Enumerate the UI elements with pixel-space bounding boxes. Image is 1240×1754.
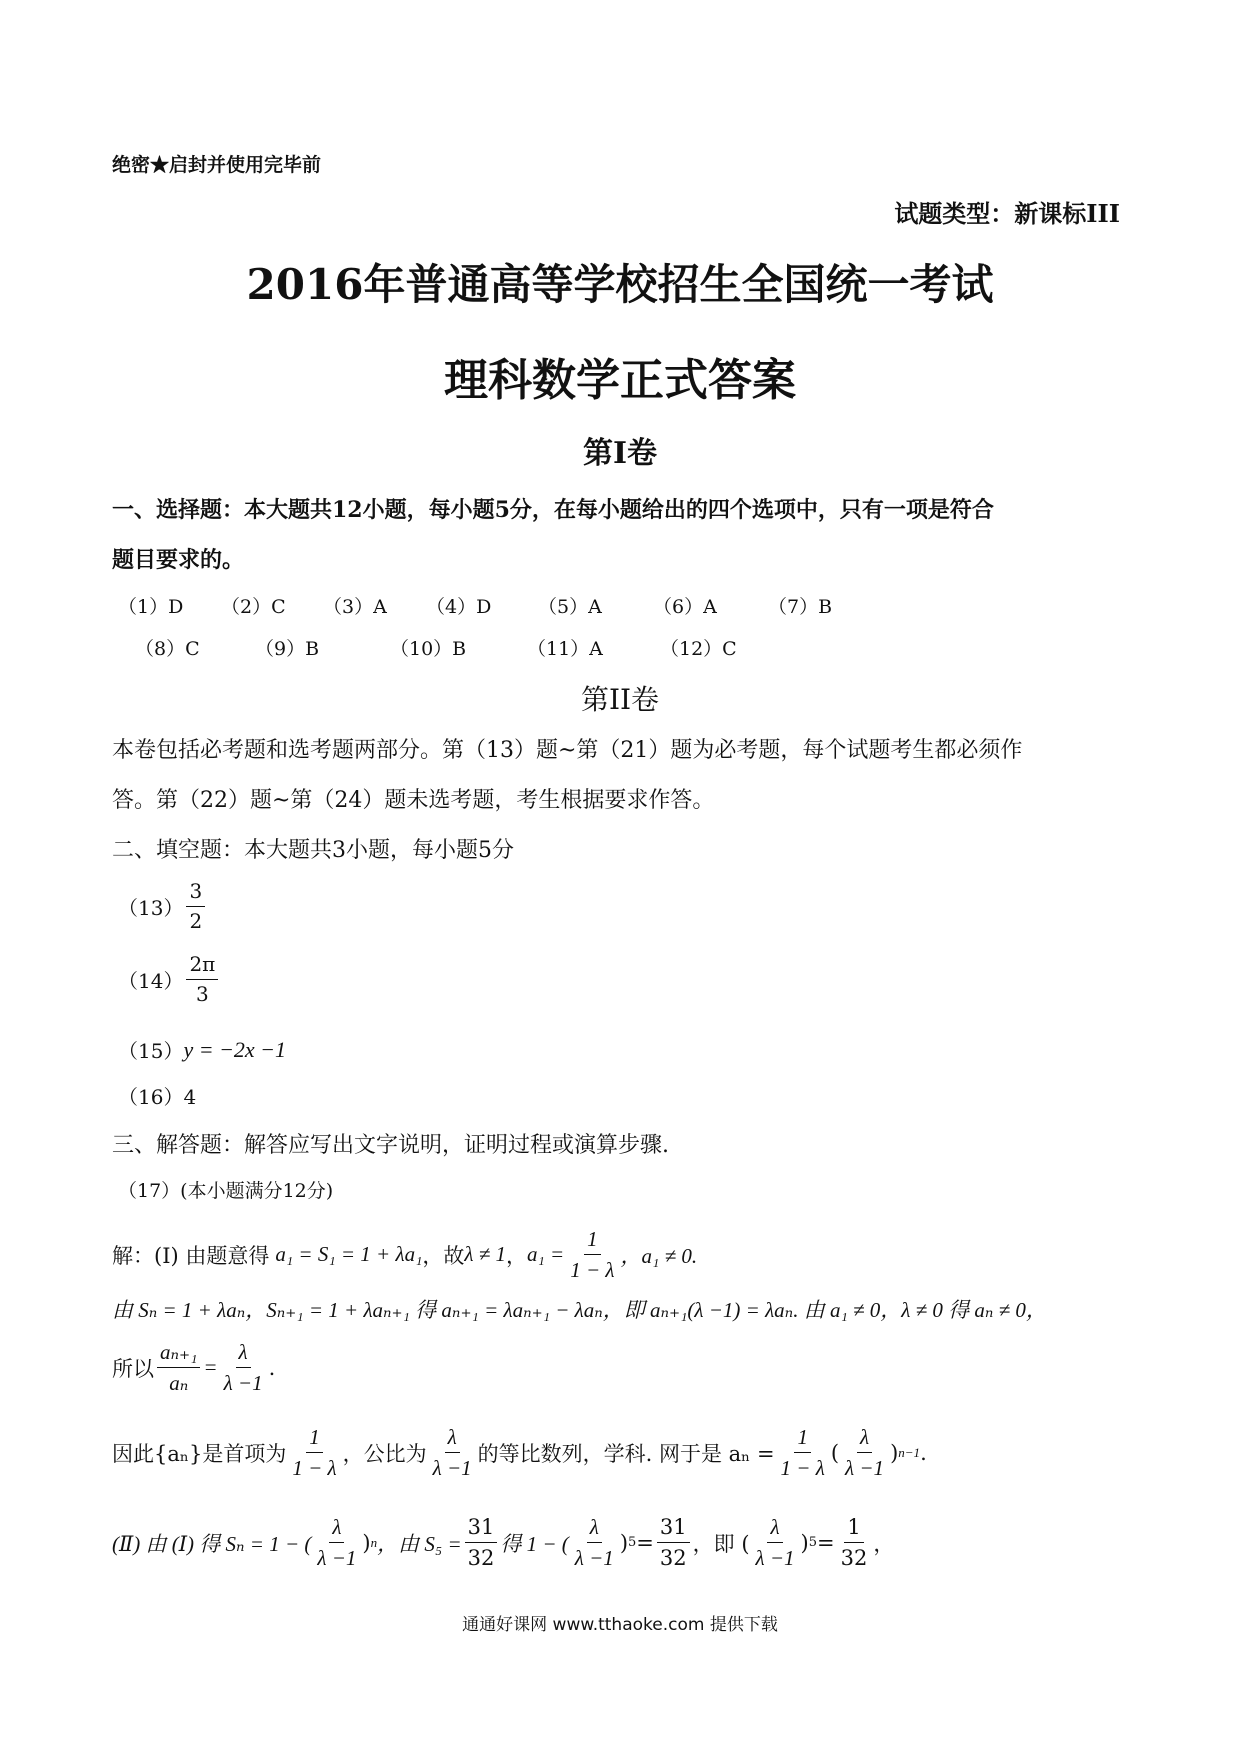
q17-text: . <box>920 1440 927 1465</box>
fraction-numerator: λ <box>236 1340 251 1368</box>
fraction-denominator: 1 − λ <box>780 1456 825 1481</box>
answer-13-fraction <box>186 880 205 933</box>
q17-text: ，公比为 <box>342 1441 427 1466</box>
q17-math: ，a₁ ≠ 0. <box>620 1243 698 1268</box>
mc-section-header-line1: 一、选择题：本大题共12小题，每小题5分，在每小题给出的四个选项中，只有一项是符合 <box>112 497 994 523</box>
q17-fraction <box>657 1515 690 1570</box>
q17-math: a₁ = <box>527 1242 565 1267</box>
q17-fraction <box>567 1227 617 1282</box>
q17-line2: 由 Sₙ = 1 + λaₙ，Sₙ₊₁ = 1 + λaₙ₊₁ 得 aₙ₊₁ = λaₙ₊₁ − λaₙ，即 aₙ₊₁(λ −1) = λaₙ. 由 a₁ ≠ 0，λ ≠ 0 得 aₙ ≠ 0， <box>112 1298 1047 1322</box>
fraction-denominator: 1 − λ <box>570 1258 615 1283</box>
mc-section-header-line2: 题目要求的。 <box>112 547 245 573</box>
fraction-numerator: 1 <box>844 1515 863 1543</box>
q17-fraction <box>842 1425 887 1480</box>
part2-intro-line1: 本卷包括必考题和选考题两部分。第（13）题~第（21）题为必考题，每个试题考生都必须作 <box>112 738 1023 763</box>
q17-exponent: n <box>370 1534 378 1550</box>
mc-answer: （8）C <box>135 638 200 660</box>
fraction-numerator: 2π <box>186 953 218 980</box>
fraction-numerator: λ <box>767 1515 782 1543</box>
fraction-numerator: 31 <box>657 1515 690 1543</box>
q17-math: 得 1 − ( <box>500 1531 569 1556</box>
q17-line4 <box>112 1425 927 1480</box>
fraction-denominator: λ −1 <box>755 1546 795 1571</box>
q17-text: 解：(Ⅰ) 由题意得 <box>112 1243 270 1268</box>
fraction-denominator: 2 <box>189 909 203 933</box>
q17-text: ，即 ( <box>692 1531 750 1556</box>
q17-fraction <box>314 1515 359 1570</box>
mc-answer: （9）B <box>255 638 320 660</box>
q17-fraction <box>430 1425 475 1480</box>
fraction-numerator: λ <box>445 1425 460 1453</box>
part2-intro-line2: 答。第（22）题~第（24）题未选考题，考生根据要求作答。 <box>112 788 715 813</box>
answer-15-label: （15） <box>118 1039 184 1063</box>
q17-text: ， <box>506 1243 527 1268</box>
fraction-denominator: λ −1 <box>432 1456 472 1481</box>
part1-label: 第I卷 <box>582 436 658 471</box>
q17-fraction <box>289 1425 339 1480</box>
answer-15-expression: y = −2x −1 <box>183 1036 287 1062</box>
q17-fraction <box>221 1340 266 1395</box>
q17-text: . <box>268 1355 276 1380</box>
fraction-numerator: λ <box>587 1515 602 1543</box>
exam-type: 试题类型：新课标III <box>894 199 1120 228</box>
q17-math: = <box>636 1530 654 1555</box>
mc-answer: （1）D <box>118 596 184 618</box>
q17-exponent: n−1 <box>898 1444 921 1460</box>
q17-exponent: 5 <box>628 1535 637 1551</box>
fill-section-header: 二、填空题：本大题共3小题，每小题5分 <box>112 838 514 863</box>
q17-math: (Ⅱ) 由 (Ⅰ) 得 Sₙ = 1 − ( <box>112 1531 312 1556</box>
fraction-denominator: 1 − λ <box>292 1456 337 1481</box>
q17-text: ， <box>873 1531 895 1556</box>
fraction-numerator: λ <box>857 1425 872 1453</box>
answer-15 <box>118 1035 286 1064</box>
fraction-denominator: λ −1 <box>574 1546 614 1571</box>
q17-math: a₁ = S₁ = 1 + λa₁ <box>275 1242 423 1267</box>
q17-fraction <box>465 1515 498 1570</box>
q17-text: 所以 <box>112 1356 154 1381</box>
q17-fraction <box>778 1425 828 1480</box>
fraction-denominator: 3 <box>196 982 209 1006</box>
mc-answer: （12）C <box>660 638 737 660</box>
fraction-denominator: 32 <box>467 1546 495 1571</box>
fraction-numerator: 1 <box>794 1425 811 1453</box>
q17-text: ，故 <box>422 1243 465 1268</box>
fraction-denominator: λ −1 <box>845 1456 885 1481</box>
mc-answer: （5）A <box>538 596 602 618</box>
mc-answer: （6）A <box>653 596 717 618</box>
q17-math: = <box>203 1355 218 1380</box>
q17-line1 <box>112 1227 697 1282</box>
fraction-denominator: 32 <box>840 1546 868 1571</box>
fraction-denominator: aₙ <box>169 1371 189 1396</box>
fraction-numerator: λ <box>329 1515 344 1543</box>
mc-answer: （3）A <box>323 596 387 618</box>
fraction-numerator: 3 <box>186 880 205 907</box>
answer-14-label: （14） <box>118 969 184 993</box>
page-title: 2016年普通高等学校招生全国统一考试 <box>246 260 994 309</box>
q17-math: ) <box>890 1440 899 1465</box>
q17-math: = <box>817 1530 835 1555</box>
q17-fraction <box>753 1515 798 1570</box>
q17-line5: (Ⅱ) 由 (Ⅰ) 得 Sₙ = 1 − ( $\frac{\lambda}{\lambda -1}$ ) n ，由 S₅ = $\frac{31}{32}$ 得 1 − ( $\frac{\lambda}{\lambda -1}$ ) 5 = $\frac{31}{32}$ ，即 ( $\frac{\lambda}{\lambda -1}$ ) 5 = $\frac{1}{32}$ ， <box>112 1515 895 1571</box>
q17-fraction <box>838 1515 871 1570</box>
q17-exponent: 5 <box>808 1535 818 1551</box>
page-subtitle: 理科数学正式答案 <box>444 355 796 406</box>
fraction-denominator: 32 <box>659 1546 687 1571</box>
part2-label: 第II卷 <box>580 683 660 716</box>
solve-section-header: 三、解答题：解答应写出文字说明，证明过程或演算步骤. <box>112 1133 669 1158</box>
answer-14-fraction <box>186 953 218 1006</box>
answer-14 <box>118 953 221 1006</box>
q17-text: 的等比数列，学科. 网于是 aₙ = <box>477 1441 775 1466</box>
mc-answer: （2）C <box>221 596 286 618</box>
fraction-numerator: 1 <box>306 1425 323 1453</box>
q17-math: ( <box>830 1440 840 1465</box>
q17-label: （17）(本小题满分12分) <box>118 1180 334 1202</box>
answer-13-label: （13） <box>118 896 184 920</box>
fraction-numerator: 31 <box>465 1515 498 1543</box>
mc-answer: （4）D <box>426 596 492 618</box>
fraction-numerator: 1 <box>584 1227 601 1255</box>
q17-math: ，由 S₅ = <box>377 1531 462 1556</box>
mc-answer: （11）A <box>527 638 603 660</box>
fraction-denominator: λ −1 <box>223 1371 263 1396</box>
page-footer: 通通好课网 www.tthaoke.com 提供下载 <box>462 1615 778 1635</box>
q17-text: 因此{aₙ}是首项为 <box>112 1441 287 1466</box>
answer-13 <box>118 880 208 933</box>
q17-line3 <box>112 1340 275 1395</box>
confidential-notice: 绝密★启封并使用完毕前 <box>112 154 322 176</box>
q17-fraction <box>572 1515 617 1570</box>
q17-math: λ ≠ 1 <box>464 1242 506 1267</box>
answer-16: （16）4 <box>118 1085 197 1109</box>
mc-answer: （10）B <box>390 638 467 660</box>
fraction-denominator: λ −1 <box>317 1546 357 1571</box>
fraction-numerator: aₙ₊₁ <box>157 1340 200 1368</box>
mc-answer: （7）B <box>768 596 833 618</box>
q17-fraction <box>157 1340 200 1395</box>
